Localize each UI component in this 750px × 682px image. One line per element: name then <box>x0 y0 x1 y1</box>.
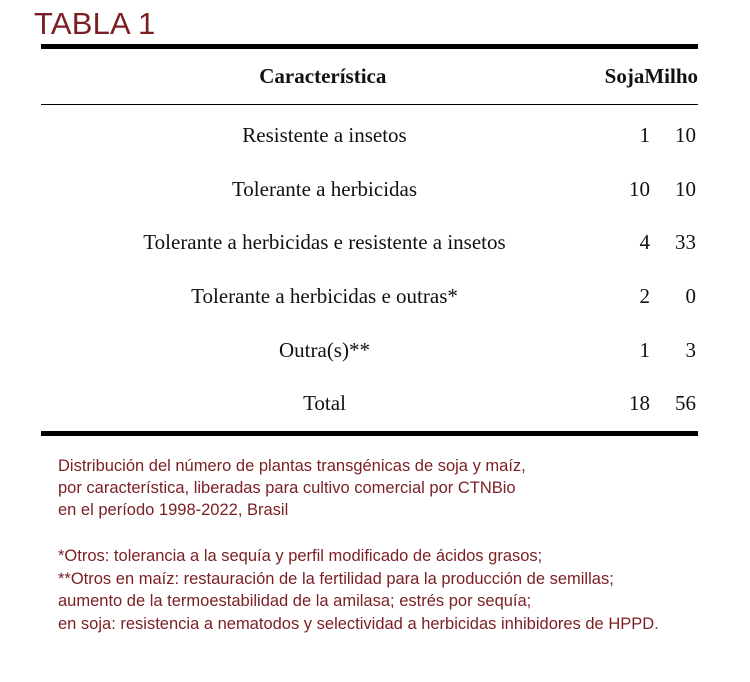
table-row <box>41 270 698 324</box>
footnote-line: *Otros: tolerancia a la sequía y perfil modificado de ácidos grasos; <box>58 547 543 565</box>
row-characteristic: Total <box>303 391 346 416</box>
table-row <box>41 105 698 163</box>
caption-line: Distribución del número de plantas transgénicas de soja y maíz, <box>58 457 526 475</box>
row-soja: 4 <box>639 230 650 255</box>
row-milho: 10 <box>675 176 696 201</box>
header-soja: Soja <box>604 64 645 88</box>
row-characteristic: Outra(s)** <box>279 337 370 362</box>
row-characteristic: Tolerante a herbicidas e resistente a insetos <box>143 230 506 255</box>
row-soja: 18 <box>629 391 650 416</box>
data-table-container <box>41 44 698 436</box>
row-characteristic: Tolerante a herbicidas e outras* <box>191 284 458 309</box>
table-row <box>41 323 698 377</box>
row-soja: 1 <box>639 337 650 362</box>
row-soja: 10 <box>629 176 650 201</box>
caption-line: por característica, liberadas para cultivo comercial por CTNBio <box>58 479 516 497</box>
row-characteristic: Tolerante a herbicidas <box>231 176 418 201</box>
row-soja: 1 <box>639 123 650 148</box>
row-soja: 2 <box>639 284 650 309</box>
table-title: TABLA 1 <box>34 6 156 41</box>
table-row <box>41 163 698 217</box>
bottom-rule <box>41 431 698 436</box>
table-header-row <box>41 49 698 104</box>
data-table <box>41 49 698 104</box>
data-table-body <box>41 105 698 431</box>
row-characteristic: Resistente a insetos <box>242 123 407 148</box>
row-milho: 0 <box>685 284 696 309</box>
footnote-line: **Otros en maíz: restauración de la fertilidad para la producción de semillas; <box>58 569 614 588</box>
header-characteristic: Característica <box>259 64 387 88</box>
table-row-total <box>41 377 698 431</box>
row-milho: 33 <box>675 230 696 255</box>
table-caption <box>58 455 738 521</box>
header-milho: Milho <box>644 64 698 88</box>
caption-line: en el período 1998-2022, Brasil <box>58 501 289 519</box>
footnote-line: en soja: resistencia a nematodos y selectividad a herbicidas inhibidores de HPPD. <box>58 614 659 633</box>
table-row <box>41 216 698 270</box>
table-footnotes <box>58 545 748 635</box>
row-milho: 56 <box>675 391 696 416</box>
footnote-line: aumento de la termoestabilidad de la amilasa; estrés por sequía; <box>58 592 532 610</box>
row-milho: 10 <box>675 123 696 148</box>
row-milho: 3 <box>685 337 696 362</box>
